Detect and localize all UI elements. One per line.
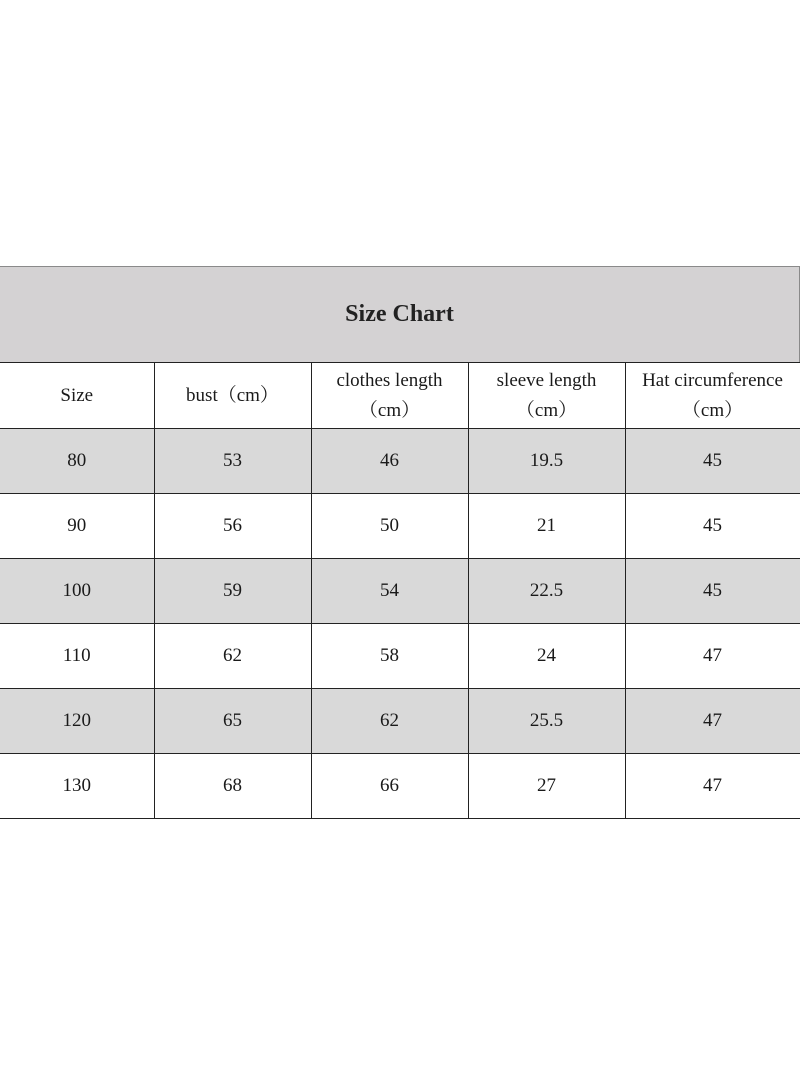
header-label: Hat circumference [642, 369, 783, 391]
size-chart [0, 266, 800, 819]
size-chart-title: Size Chart [345, 301, 454, 327]
header-row [0, 363, 800, 429]
size-table [0, 362, 800, 819]
cell-sleeve-length: 27 [468, 754, 625, 819]
cell-size: 110 [0, 624, 154, 689]
table-row [0, 559, 800, 624]
table-row [0, 494, 800, 559]
header-size [0, 363, 154, 429]
header-label: Size [60, 384, 94, 406]
table-row [0, 429, 800, 494]
cell-sleeve-length: 21 [468, 494, 625, 559]
size-chart-title-bar [0, 266, 800, 362]
cell-bust: 59 [154, 559, 311, 624]
cell-clothes-length: 58 [311, 624, 468, 689]
cell-sleeve-length: 22.5 [468, 559, 625, 624]
cell-hat-circumference: 45 [625, 494, 800, 559]
header-bust [154, 363, 311, 429]
table-row [0, 689, 800, 754]
cell-sleeve-length: 19.5 [468, 429, 625, 494]
cell-clothes-length: 62 [311, 689, 468, 754]
cell-hat-circumference: 45 [625, 559, 800, 624]
cell-hat-circumference: 47 [625, 754, 800, 819]
header-unit: （cm） [515, 399, 578, 421]
cell-bust: 56 [154, 494, 311, 559]
cell-bust: 62 [154, 624, 311, 689]
cell-bust: 65 [154, 689, 311, 754]
header-unit: （cm） [681, 399, 744, 421]
header-label: sleeve length [496, 369, 597, 391]
cell-hat-circumference: 45 [625, 429, 800, 494]
table-row [0, 754, 800, 819]
header-unit: （cm） [358, 399, 421, 421]
cell-bust: 53 [154, 429, 311, 494]
cell-bust: 68 [154, 754, 311, 819]
header-hat-circumference [625, 363, 800, 429]
header-label: bust（cm） [186, 384, 279, 406]
cell-sleeve-length: 24 [468, 624, 625, 689]
cell-size: 90 [0, 494, 154, 559]
header-label: clothes length [336, 369, 443, 391]
cell-clothes-length: 54 [311, 559, 468, 624]
cell-clothes-length: 46 [311, 429, 468, 494]
cell-clothes-length: 50 [311, 494, 468, 559]
cell-hat-circumference: 47 [625, 689, 800, 754]
header-sleeve-length [468, 363, 625, 429]
cell-sleeve-length: 25.5 [468, 689, 625, 754]
cell-size: 130 [0, 754, 154, 819]
table-row [0, 624, 800, 689]
cell-size: 120 [0, 689, 154, 754]
cell-clothes-length: 66 [311, 754, 468, 819]
cell-size: 80 [0, 429, 154, 494]
header-clothes-length [311, 363, 468, 429]
cell-hat-circumference: 47 [625, 624, 800, 689]
cell-size: 100 [0, 559, 154, 624]
